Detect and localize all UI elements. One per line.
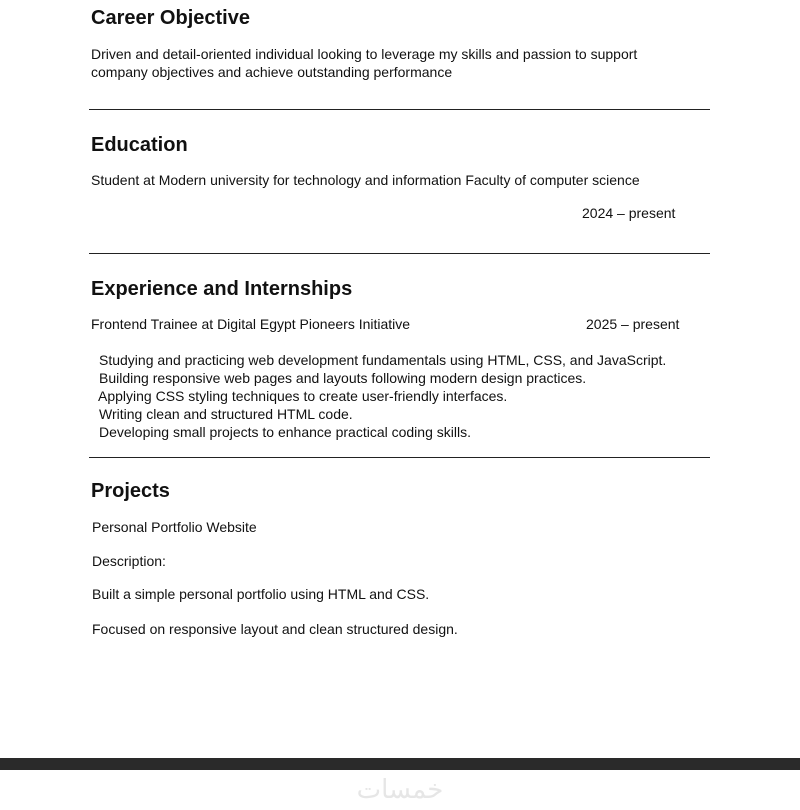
section-divider	[89, 457, 710, 458]
career-objective-line-1: Driven and detail-oriented individual looking to leverage my skills and passion to support	[91, 46, 638, 62]
experience-bullet: Writing clean and structured HTML code.	[99, 406, 353, 422]
experience-role: Frontend Trainee at Digital Egypt Pioneers Initiative	[91, 316, 411, 332]
section-divider	[89, 109, 710, 110]
project-title: Personal Portfolio Website	[92, 519, 257, 535]
project-description-line-2: Focused on responsive layout and clean structured design.	[92, 621, 458, 637]
section-divider	[89, 253, 710, 254]
experience-bullet: Developing small projects to enhance practical coding skills.	[99, 424, 471, 440]
khamsat-watermark: خمسات	[356, 775, 444, 805]
career-objective-line-2: company objectives and achieve outstanding performance	[91, 64, 453, 80]
project-description-label: Description:	[92, 553, 166, 569]
education-text: Student at Modern university for technology and information Faculty of computer science	[91, 172, 640, 188]
footer	[0, 758, 800, 810]
education-heading: Education	[91, 134, 188, 156]
footer-bar	[0, 758, 800, 770]
experience-bullet: Applying CSS styling techniques to create user-friendly interfaces.	[98, 388, 508, 404]
experience-heading: Experience and Internships	[91, 278, 353, 300]
experience-date: 2025 – present	[586, 316, 680, 332]
education-date: 2024 – present	[582, 205, 676, 221]
projects-heading: Projects	[91, 480, 170, 502]
career-objective-heading: Career Objective	[91, 7, 250, 29]
project-description-line-1: Built a simple personal portfolio using HTML and CSS.	[92, 586, 430, 602]
experience-bullet: Studying and practicing web development fundamentals using HTML, CSS, and JavaScript.	[99, 352, 667, 368]
experience-bullet: Building responsive web pages and layouts following modern design practices.	[99, 370, 587, 386]
